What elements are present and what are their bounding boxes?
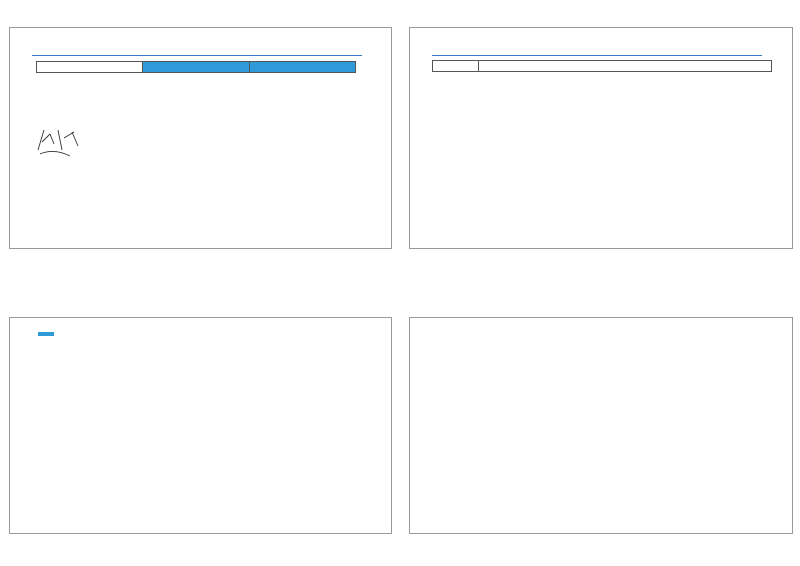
example-badge [38, 332, 54, 336]
slide-example-questions [9, 317, 392, 534]
slide-engineering-guarantee [9, 27, 392, 249]
title-underline [432, 55, 762, 56]
header-form [143, 62, 249, 73]
slide-engineering-insurance [409, 27, 793, 249]
header-content [479, 61, 772, 72]
header-type [433, 61, 479, 72]
corner-cell [37, 62, 143, 73]
handwriting-scribble [34, 120, 94, 160]
slide-chapter-4 [409, 317, 793, 534]
guarantee-table [36, 61, 356, 73]
header-amount [249, 62, 355, 73]
insurance-table [432, 60, 772, 72]
title-underline [32, 55, 362, 56]
